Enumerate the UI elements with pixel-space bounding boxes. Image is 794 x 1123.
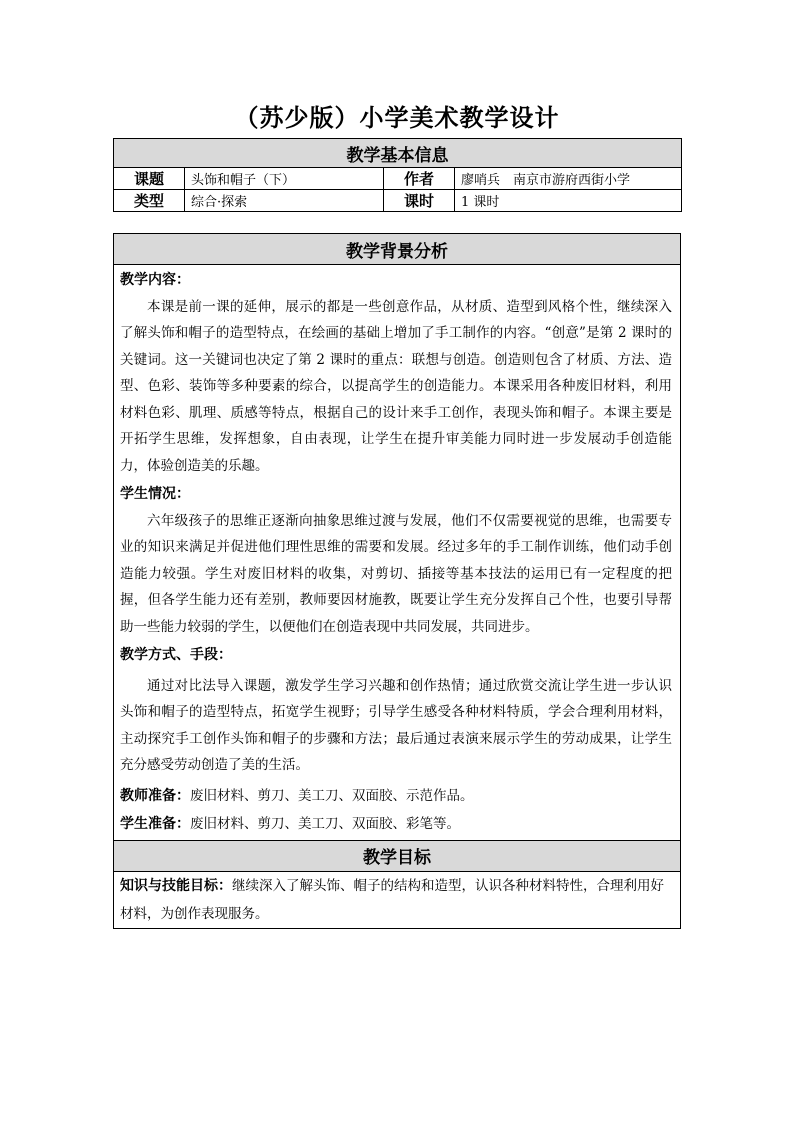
teacher-prep-text: 废旧材料、剪刀、美工刀、双面胶、示范作品。 xyxy=(190,787,474,804)
student-prep-title: 学生准备： xyxy=(120,816,190,832)
hours-label: 课时 xyxy=(384,190,455,212)
type-label: 类型 xyxy=(114,190,185,212)
students-text: 六年级孩子的思维正逐渐向抽象思维过渡与发展，他们不仅需要视觉的思维，也需要专业的知识来满足并促进他们理性思维的需要和发展。经过多年的手工制作训练，他们动手创造能力较强。学生对废旧材料的收集，对剪切、插接等基本技法的运用已有一定程度的把握，但各学生能力还有差别，教师要因材施教，既要让学生充分发挥自己个性，也要引导帮助一些能力较弱的学生，以便他们在创造表现中共同发展，共同进步。 xyxy=(120,512,672,635)
goals-body xyxy=(114,871,681,928)
knowledge-title: 知识与技能目标： xyxy=(120,877,232,894)
background-body xyxy=(114,265,681,841)
hours-value: 1 课时 xyxy=(455,190,682,212)
goals-header: 教学目标 xyxy=(114,840,681,871)
background-header: 教学背景分析 xyxy=(114,234,681,265)
student-prep-text: 废旧材料、剪刀、美工刀、双面胶、彩笔等。 xyxy=(190,816,460,832)
knowledge-text: 继续深入了解头饰、帽子的结构和造型，认识各种材料特性，合理利用好材料，为创作表现服务。 xyxy=(120,877,664,922)
topic-value: 头饰和帽子（下） xyxy=(185,168,384,190)
teacher-prep-title: 教师准备： xyxy=(120,787,190,804)
methods-title: 教学方式、手段： xyxy=(120,647,232,663)
content-text: 本课是前一课的延伸，展示的都是一些创意作品，从材质、造型到风格个性，继续深入了解头饰和帽子的造型特点，在绘画的基础上增加了手工制作的内容。“创意”是第 2 课时的关键词。这一关键词也决定了第 2 课时的重点：联想与创造。创造则包含了材质、方法、造型、色彩、装饰等多种要素的综合，以提高学生的创造能力。本课采用各种废旧材料，利用材料色彩、肌理、质感等特点，根据自己的设计来手工创作，表现头饰和帽子。本课主要是开拓学生思维，发挥想象，自由表现，让学生在提升审美能力同时进一步发展动手创造能力，体验创造美的乐趣。 xyxy=(120,298,672,474)
basic-info-table xyxy=(113,138,682,212)
students-title: 学生情况： xyxy=(120,486,190,502)
basic-info-header: 教学基本信息 xyxy=(114,139,682,168)
page-title: （苏少版）小学美术教学设计 xyxy=(234,103,560,132)
teacher-prep xyxy=(120,783,672,810)
topic-label: 课题 xyxy=(114,168,185,190)
background-table xyxy=(113,233,681,929)
content-title: 教学内容： xyxy=(120,272,190,288)
author-label: 作者 xyxy=(384,168,455,190)
student-prep xyxy=(120,811,672,838)
author-value: 廖哨兵 南京市游府西街小学 xyxy=(455,168,682,190)
type-value: 综合·探索 xyxy=(185,190,384,212)
methods-text: 通过对比法导入课题，激发学生学习兴趣和创作热情；通过欣赏交流让学生进一步认识头饰和帽子的造型特点，拓宽学生视野；引导学生感受各种材料特质，学会合理利用材料，主动探究手工创作头饰和帽子的步骤和方法；最后通过表演来展示学生的劳动成果，让学生充分感受劳动创造了美的生活。 xyxy=(120,677,672,773)
